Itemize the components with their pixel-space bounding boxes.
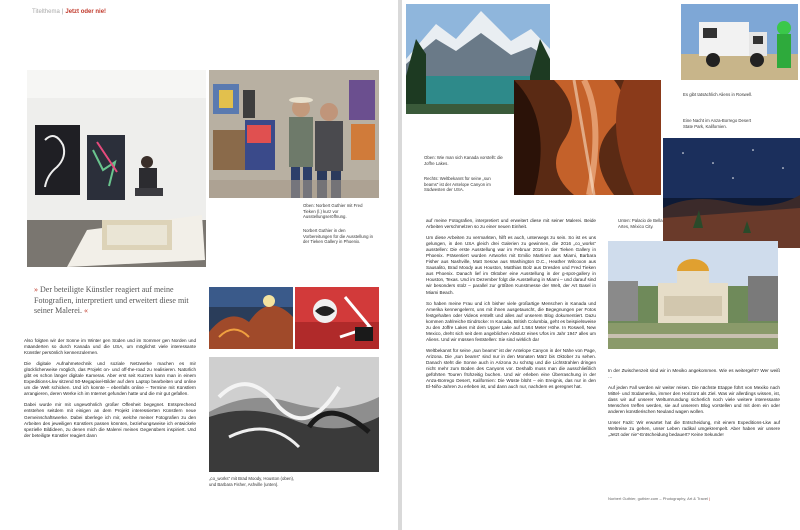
body-paragraph: Die digitale Aufnahmetechnik und soziale Netzwerke machen es mir glücklicherweise möglich, das Projekt on- und off-the-road zu realisieren. Natürlich gibt es schon länger digitale Kameras. Aber erst seit Kurzem kann man in einem Expeditions-Lkw sitzend 50-Megapixel-Bilder auf dem Laptop bearbeiten und online um die Welt schicken. Und ich konnte – ebenfalls online – Termine mit Künstlern arrangieren, deren Werke ich im Internet gefunden hatte und die mir gut gefallen. <box>24 361 196 397</box>
body-paragraph: In der Zwischenzeit sind wir in Mexiko angekommen. Wie es weitergeht? Wer weiß … <box>608 368 780 380</box>
photo-credit <box>608 496 788 501</box>
caption-aliens: Es gibt tatsächlich Aliens in Roswell. <box>683 92 753 97</box>
caption-floor: Norbert Guthier in den Vorbereitungen für die Ausstellung in der Tieken Gallery in Phoenix. <box>303 228 373 244</box>
body-paragraph: So haben meine Frau und ich bisher viele großartige Menschen in Kanada und Amerika kennengelernt, uns mit ihnen ausgetauscht, die Begegnungen per Fotos festgehalten oder Videos erstellt und alles auf unserem Blog dokumentiert. Dazu kommen zahlreiche Eindrücke: In Kanada, British Columbia, geht es beispielsweise zu den Joffre Lakes mit dem Upper Lake auf 1.564 Meter Höhe. In Roswell, New Mexico, dreht sich seit dem angeblichen Absturz eines Ufos im Jahr 1947 alles um Aliens. Und wir müssen feststellen: Sie sind wirklich da! <box>426 300 596 342</box>
credit-mark: | <box>709 496 711 501</box>
body-paragraph: Unser Fazit: Wir erwartet hat die Entscheidung, mit einem Expeditions-Lkw auf Weltreise zu gehen, unser Leben radikal umgekrempelt. Aber haben wir unsere „Jetzt oder nie“-Entscheidung bedauert? Keine Sekunde! <box>608 420 780 438</box>
pull-quote <box>34 285 194 317</box>
photo-cowork-bottom <box>209 357 379 472</box>
photo-cowork-top-left <box>209 287 293 349</box>
left-page <box>0 0 398 530</box>
photo-studio-floor <box>27 70 206 267</box>
body-paragraph: Weltbekannt für seine „sun beams“ ist der Antelope Canyon in der Nähe von Page, Arizona. Die „sun beams“ sind nur in den Monaten März bis Oktober zu sehen. Danach steht die Sonne auch in Arizona zu schräg und die Lichtstrahlen dringen nicht mehr zum Boden des Canyons vor. Deshalb muss man die ausschließlich geführten Touren frühzeitig buchen. Und wir erleben eine Überraschung in der Anza-Borrego Desert, Kalifornien: Die Wüste blüht – ein Ereignis, das nur in den El-Niño-Jahren zu erleben ist, und dann auch nur, nachdem es geregnet hat. <box>426 347 596 390</box>
caption-lake: Oben: Wie man sich Kanada vorstellt: die Joffre Lakes. <box>424 155 503 166</box>
caption-artists: Oben: Norbert Guthier mit Fred Tieken (l.) kurz vor Ausstellungseröffnung. <box>303 203 363 219</box>
quote-text: Der beteiligte Künstler reagiert auf meine Fotografien, interpretiert und erweitert diese mit seiner Malerei. <box>34 285 189 315</box>
body-paragraph: Auf jeden Fall werden wir weiter reisen. Die nächste Etappe führt von Mexiko nach Mittel- und Südamerika, immer den Horizont als Ziel. Was wir allerdings wissen, ist, dass wir auf unserer Weltumrundung sicherlich noch viele weitere interessante Menschen treffen werden, sie auf unserem Blog vorstellen und mit dem ein oder anderen künstlerischen Neuland wagen wollen. <box>608 385 780 415</box>
body-column-left <box>24 338 196 444</box>
right-page <box>402 0 800 530</box>
quote-open-mark: » <box>34 285 38 294</box>
caption-coworks: „co_works“ mit Brad Moody, Houston (oben), und Barbara Fisher, Ashville (unten). <box>209 476 295 487</box>
body-paragraph: Um diese Arbeiten zu vermarkten, hilft es auch, unterwegs zu sein. So ist es uns gelungen, in den USA gleich drei Galerien zu gewinnen, die 2016 „co_works“ ausstellen: Die erste Ausstellung war im Februar 2016 in der Tieken Gallery in Phoenix. Präsentiert wurden Artworks mit Emilio Martinez aus Miami, Barbara Fisher aus Nashville, Matt Sesow aus Washington D.C., Heather Wilcoxon aus Sausalito, Brad Moody aus Houston, Matthias Bolz aus Dresden und Fred Tieken aus Phoenix. Danach lief im Oktober eine Ausstellung in der g-spot-gallery in Houston, Texas. Und im Dezember folgt die Ausstellung in Miami – und darauf sind wir besonders stolz – parallel zur größten Kunstmesse der Welt, der Art Basel in Miami Beach. <box>426 235 596 295</box>
photo-cowork-top-right <box>295 287 379 349</box>
photo-artists <box>209 70 379 198</box>
credit-text: Norbert Guthier, guthier.com – Photography, Art & Travel <box>608 496 708 501</box>
caption-palace: Unten: Palacio de Bella Artes, México City. <box>618 218 663 229</box>
section-title: Jetzt oder nie! <box>65 9 107 15</box>
section-label: Titelthema <box>32 9 60 15</box>
caption-desert: Eine Nacht im Anza-Borrego Desert State Park, Kalifornien. <box>683 118 752 129</box>
body-paragraph: auf meine Fotografien, interpretiert und erweitert diese mit seiner Malerei. Beide Arbeiten verschmelzen so zu einer neuen Einheit. <box>426 218 596 230</box>
body-column-middle <box>426 218 596 395</box>
photo-antelope-canyon <box>514 80 661 195</box>
section-header: Titelthema | Jetzt oder nie! <box>32 9 107 15</box>
photo-truck-aliens <box>681 4 798 80</box>
caption-canyon: Rechts: Weltbekannt für seine „sun beams“ ist der Antelope Canyon im Südwesten der USA. <box>424 176 491 192</box>
body-paragraph: Also folgten wir der Sonne im Winter gen Süden und im Sommer gen Norden und mäanderten so durch Kanada und die USA, um möglichst viele interessante Künstler persönlich kennenzulernen. <box>24 338 196 356</box>
photo-palacio-bellas-artes <box>608 241 778 349</box>
quote-close-mark: « <box>83 306 88 315</box>
photo-desert-night <box>663 138 800 248</box>
body-paragraph: Dabei wurde mir mit ungewöhnlich großer Offenheit begegnet. Entsprechend entstehen seitdem mit einigen an dem Projekt interessierten Künstlern neue Gemeinschaftswerke. Dabei überlege ich mir, welche meiner Fotografien zu den Arbeiten des jeweiligen Künstlers passen könnten, beziehungsweise ich entwickele spezielle Bildideen, zu denen mich die Malerei meines Gegenübers inspiriert. Und der beteiligte Künstler reagiert dann <box>24 402 196 438</box>
body-column-right <box>608 368 780 443</box>
